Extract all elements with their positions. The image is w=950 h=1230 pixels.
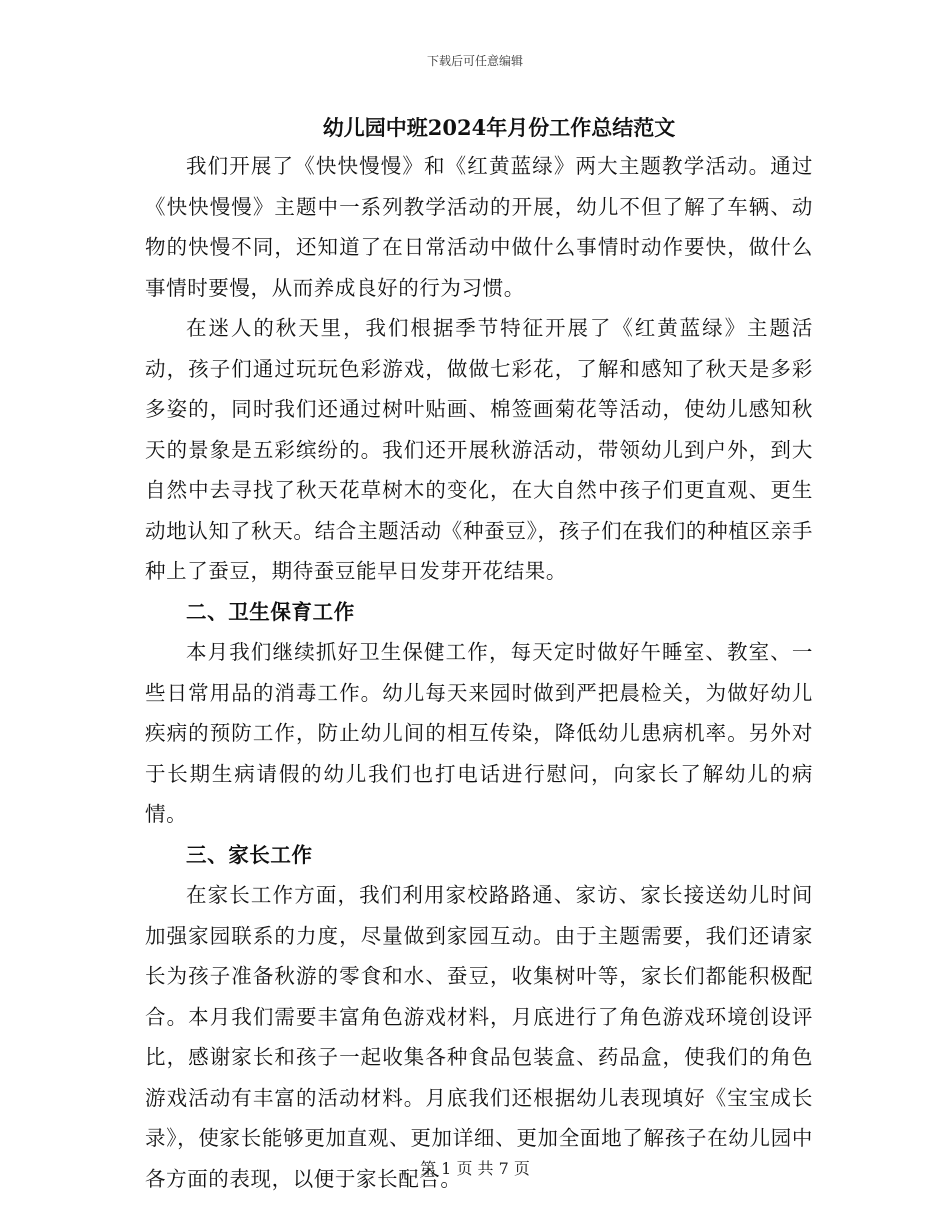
- paragraph-hygiene: 本月我们继续抓好卫生保健工作，每天定时做好午睡室、教室、一些日常用品的消毒工作。幼儿每天来园时做到严把晨检关，为做好幼儿疾病的预防工作，防止幼儿间的相互传染，降低幼儿患病机率。另外对于长期生病请假的幼儿我们也打电话进行慰问，向家长了解幼儿的病情。: [145, 640, 813, 826]
- document-title: 幼儿园中班2024年月份工作总结范文: [322, 115, 676, 140]
- header-note: 下载后可任意编辑: [426, 54, 523, 68]
- paragraph-autumn: 在迷人的秋天里，我们根据季节特征开展了《红黄蓝绿》主题活动，孩子们通过玩玩色彩游戏，做做七彩花，了解和感知了秋天是多彩多姿的，同时我们还通过树叶贴画、棉签画菊花等活动，使幼儿感知秋天的景象是五彩缤纷的。我们还开展秋游活动，带领幼儿到户外，到大自然中去寻找了秋天花草树木的变化，在大自然中孩子们更直观、更生动地认知了秋天。结合主题活动《种蚕豆》，孩子们在我们的种植区亲手种上了蚕豆，期待蚕豆能早日发芽开花结果。: [145, 316, 813, 583]
- paragraph-intro: 我们开展了《快快慢慢》和《红黄蓝绿》两大主题教学活动。通过《快快慢慢》主题中一系列教学活动的开展，幼儿不但了解了车辆、动物的快慢不同，还知道了在日常活动中做什么事情时动作要快，做什么事情时要慢，从而养成良好的行为习惯。: [145, 154, 813, 300]
- document-body: [145, 110, 813, 1199]
- paragraph-parents: 在家长工作方面，我们利用家校路路通、家访、家长接送幼儿时间加强家园联系的力度，尽量做到家园互动。由于主题需要，我们还请家长为孩子准备秋游的零食和水、蚕豆，收集树叶等，家长们都能积极配合。本月我们需要丰富角色游戏材料，月底进行了角色游戏环境创设评比，感谢家长和孩子一起收集各种食品包装盒、药品盒，使我们的角色游戏活动有丰富的活动材料。月底我们还根据幼儿表现填好《宝宝成长录》，使家长能够更加直观、更加详细、更加全面地了解孩子在幼儿园中各方面的表现，以便于家长配合。: [145, 883, 813, 1191]
- section-heading-parents: 三、家长工作: [186, 842, 313, 867]
- section-heading-hygiene: 二、卫生保育工作: [186, 599, 355, 624]
- page-number: 第 1 页 共 7 页: [420, 1159, 530, 1178]
